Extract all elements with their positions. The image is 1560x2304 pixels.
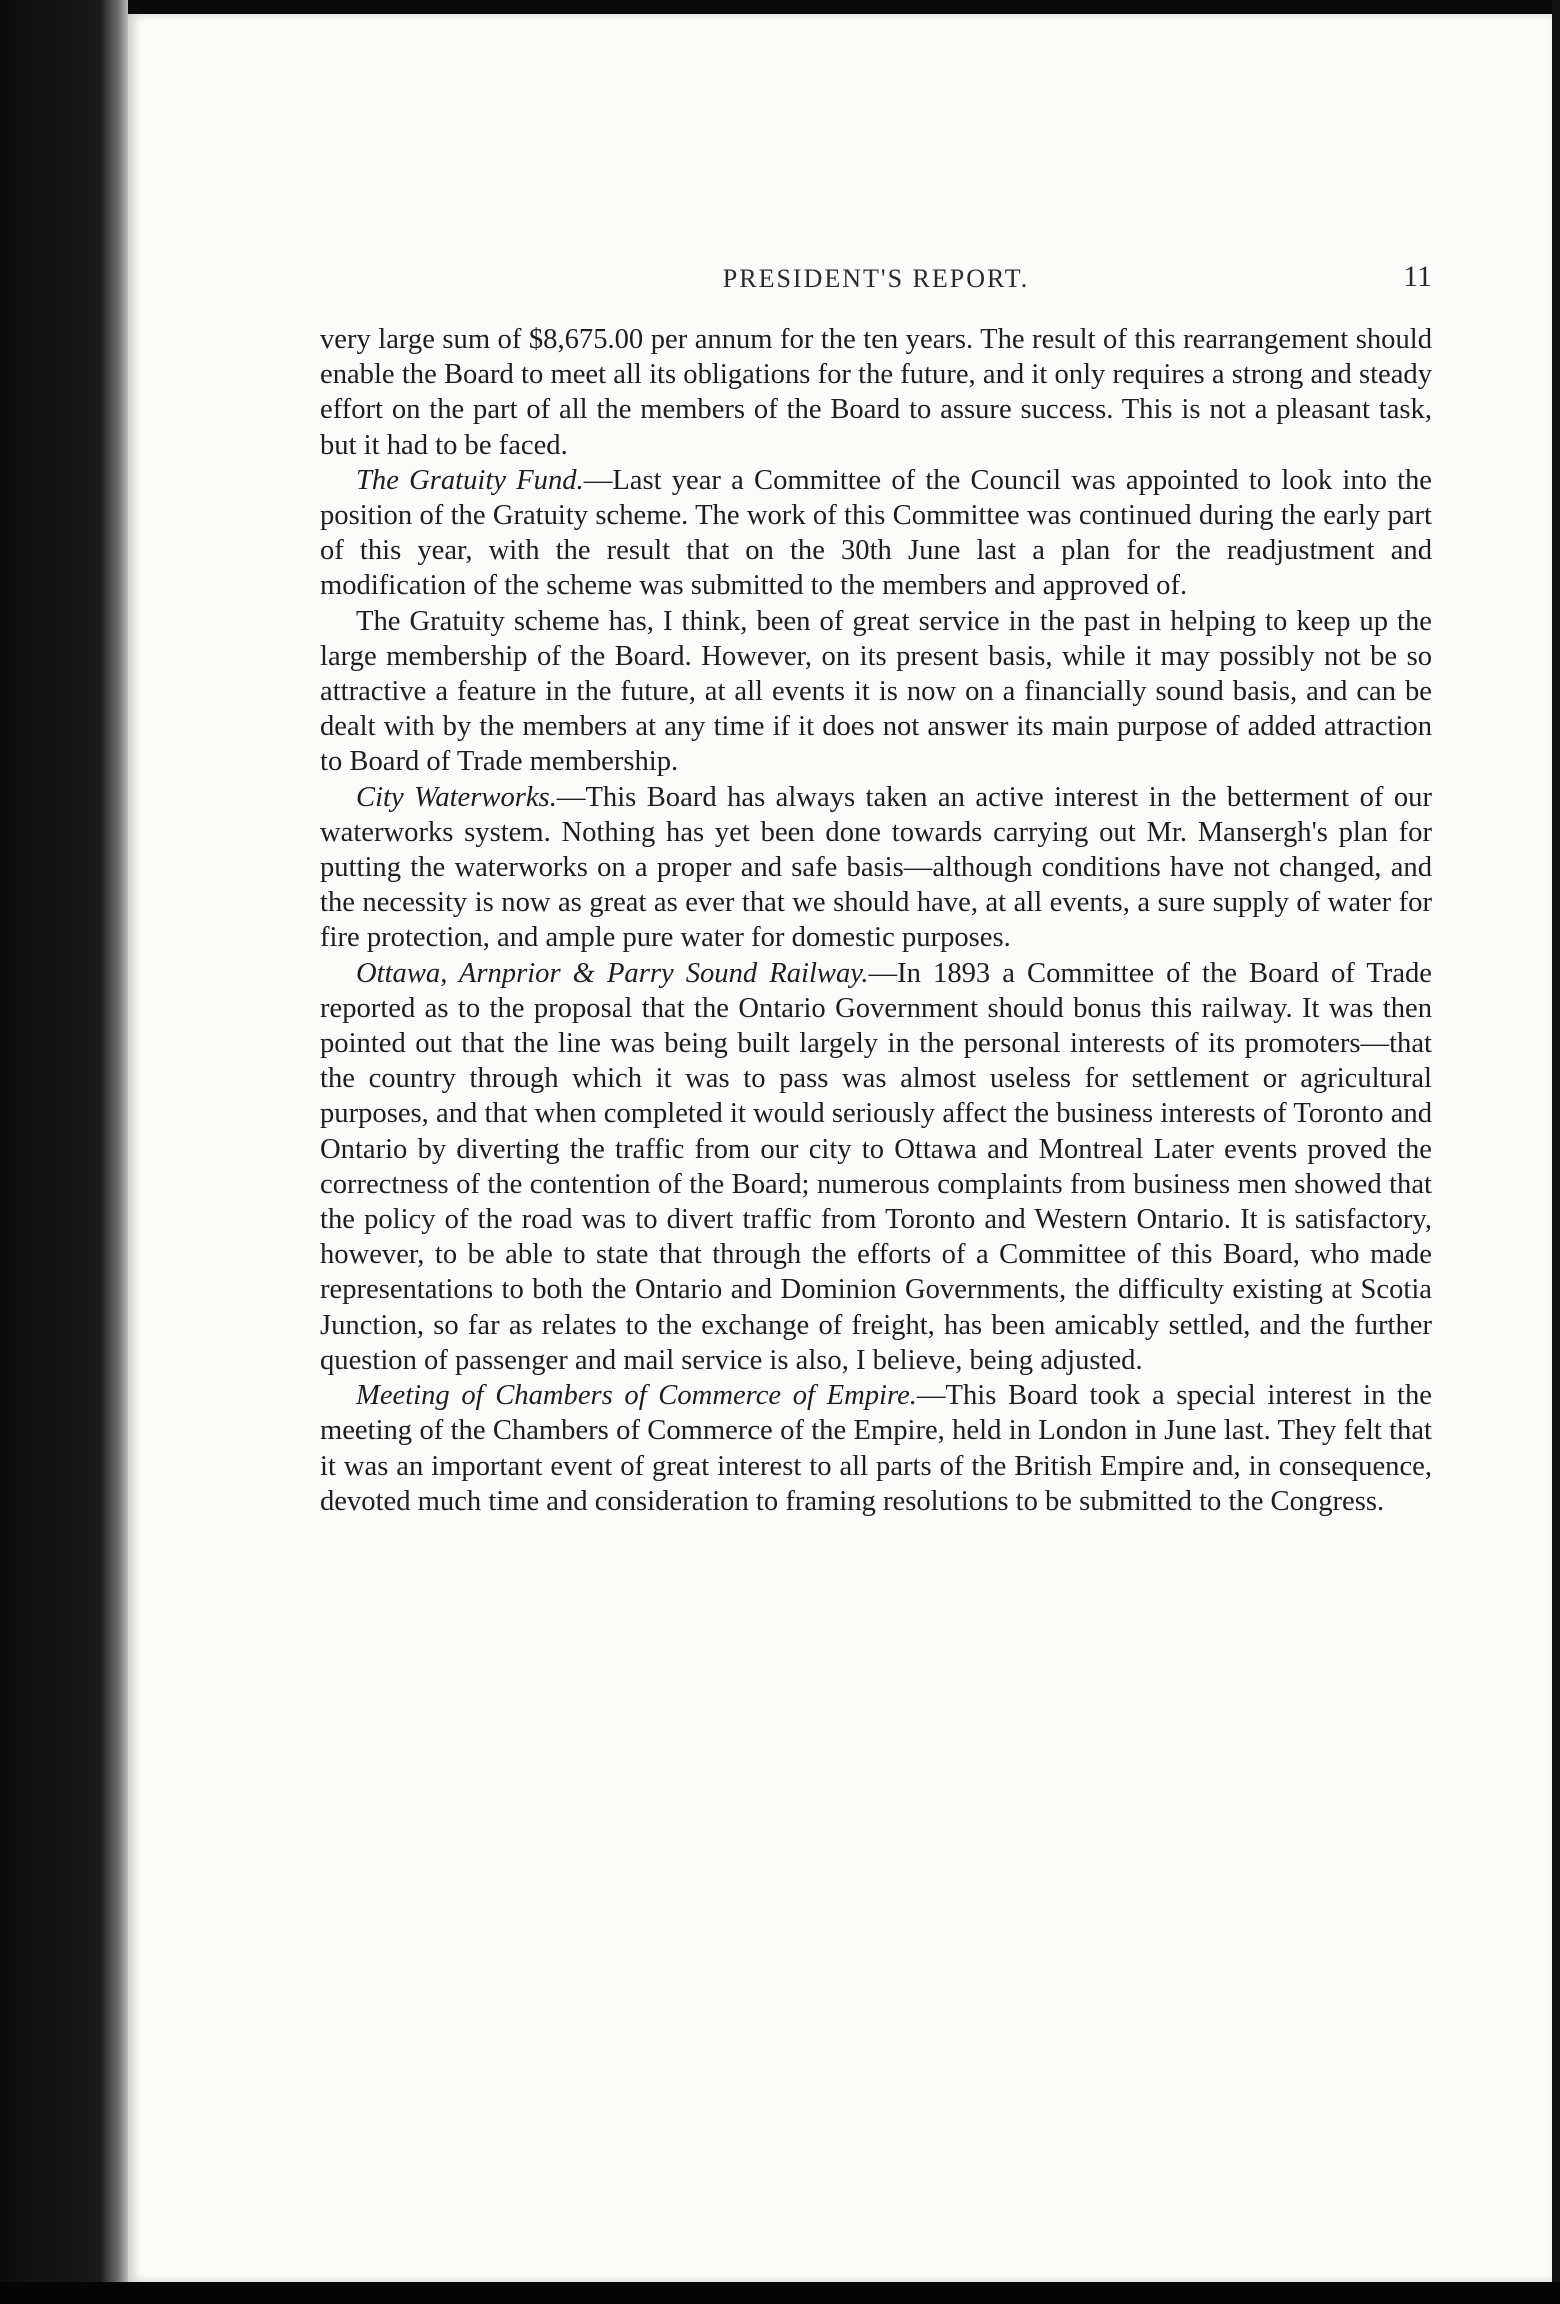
- scan-right-edge: [1552, 0, 1560, 2304]
- paragraph-city-waterworks: [320, 780, 1432, 956]
- text-block: [320, 258, 1432, 1519]
- scan-bottom-edge: [0, 2282, 1560, 2304]
- paragraph-text: —This Board took a special interest in the meeting of the Chambers of Commerce of the Empire, held in London in June last. They felt that it was an important event of great interest to all parts of the British Empire and, in consequence, devoted much time and consideration to framing resolutions to be submitted to the Congress.: [320, 1380, 1432, 1517]
- paragraph-railway: [320, 956, 1432, 1378]
- running-head: [320, 258, 1432, 302]
- paragraph-heading: Ottawa, Arnprior & Parry Sound Railway.: [356, 957, 869, 989]
- paragraph-heading: Meeting of Chambers of Commerce of Empire.: [356, 1380, 917, 1412]
- scan-binding-edge: [0, 0, 128, 2304]
- paragraph-heading: The Gratuity Fund.: [356, 464, 584, 496]
- page-number: 11: [1403, 260, 1432, 293]
- paragraph-text: The Gratuity scheme has, I think, been of great service in the past in helping to keep up the large membership of the Board. However, on its present basis, while it may possibly not be so attractive a feature in the future, at all events it is now on a financially sound basis, and can be dealt with by the members at any time if it does not answer its main purpose of added attraction to Board of Trade membership.: [320, 605, 1432, 778]
- paragraph-text: —Last year a Committee of the Council was appointed to look into the position of the Gratuity scheme. The work of this Committee was continued during the early part of this year, with the result that on the 30th June last a plan for the readjustment and modification of the scheme was submitted to the members and approved of.: [320, 464, 1432, 602]
- running-title: PRESIDENT'S REPORT.: [722, 264, 1030, 293]
- paragraph-chambers-of-commerce: [320, 1378, 1432, 1519]
- paragraph-gratuity-scheme: [320, 604, 1432, 780]
- paragraph-text: —This Board has always taken an active interest in the betterment of our waterworks system. Nothing has yet been done towards carrying out Mr. Mansergh's plan for putting the waterworks on a proper and safe basis—although conditions have not changed, and the necessity is now as great as ever that we should have, at all events, a sure supply of water for fire protection, and ample pure water for domestic purposes.: [320, 781, 1432, 954]
- scan-top-edge: [0, 0, 1560, 14]
- paragraph-continuation: [320, 322, 1432, 463]
- paragraph-text: —In 1893 a Committee of the Board of Trade reported as to the proposal that the Ontario Government should bonus this railway. It was then pointed out that the line was being built largely in the personal interests of its promoters—that the country through which it was to pass was almost useless for settlement or agricultural purposes, and that when completed it would seriously affect the business interests of Toronto and Ontario by diverting the traffic from our city to Ottawa and Montreal Later events proved the correctness of the contention of the Board; numerous complaints from business men showed that the policy of the road was to divert traffic from Toronto and Western Ontario. It is satisfactory, however, to be able to state that through the efforts of a Committee of this Board, who made representations to both the Ontario and Dominion Governments, the difficulty existing at Scotia Junction, so far as relates to the exchange of freight, has been amicably settled, and the further question of passenger and mail service is also, I believe, being adjusted.: [320, 957, 1432, 1376]
- book-page: [128, 14, 1552, 2282]
- paragraph-heading: City Waterworks.: [356, 781, 557, 813]
- paragraph-gratuity-fund: [320, 463, 1432, 604]
- paragraph-text: very large sum of $8,675.00 per annum for the ten years. The result of this rearrangement should enable the Board to meet all its obligations for the future, and it only requires a strong and steady effort on the part of all the members of the Board to assure success. This is not a pleasant task, but it had to be faced.: [320, 324, 1432, 461]
